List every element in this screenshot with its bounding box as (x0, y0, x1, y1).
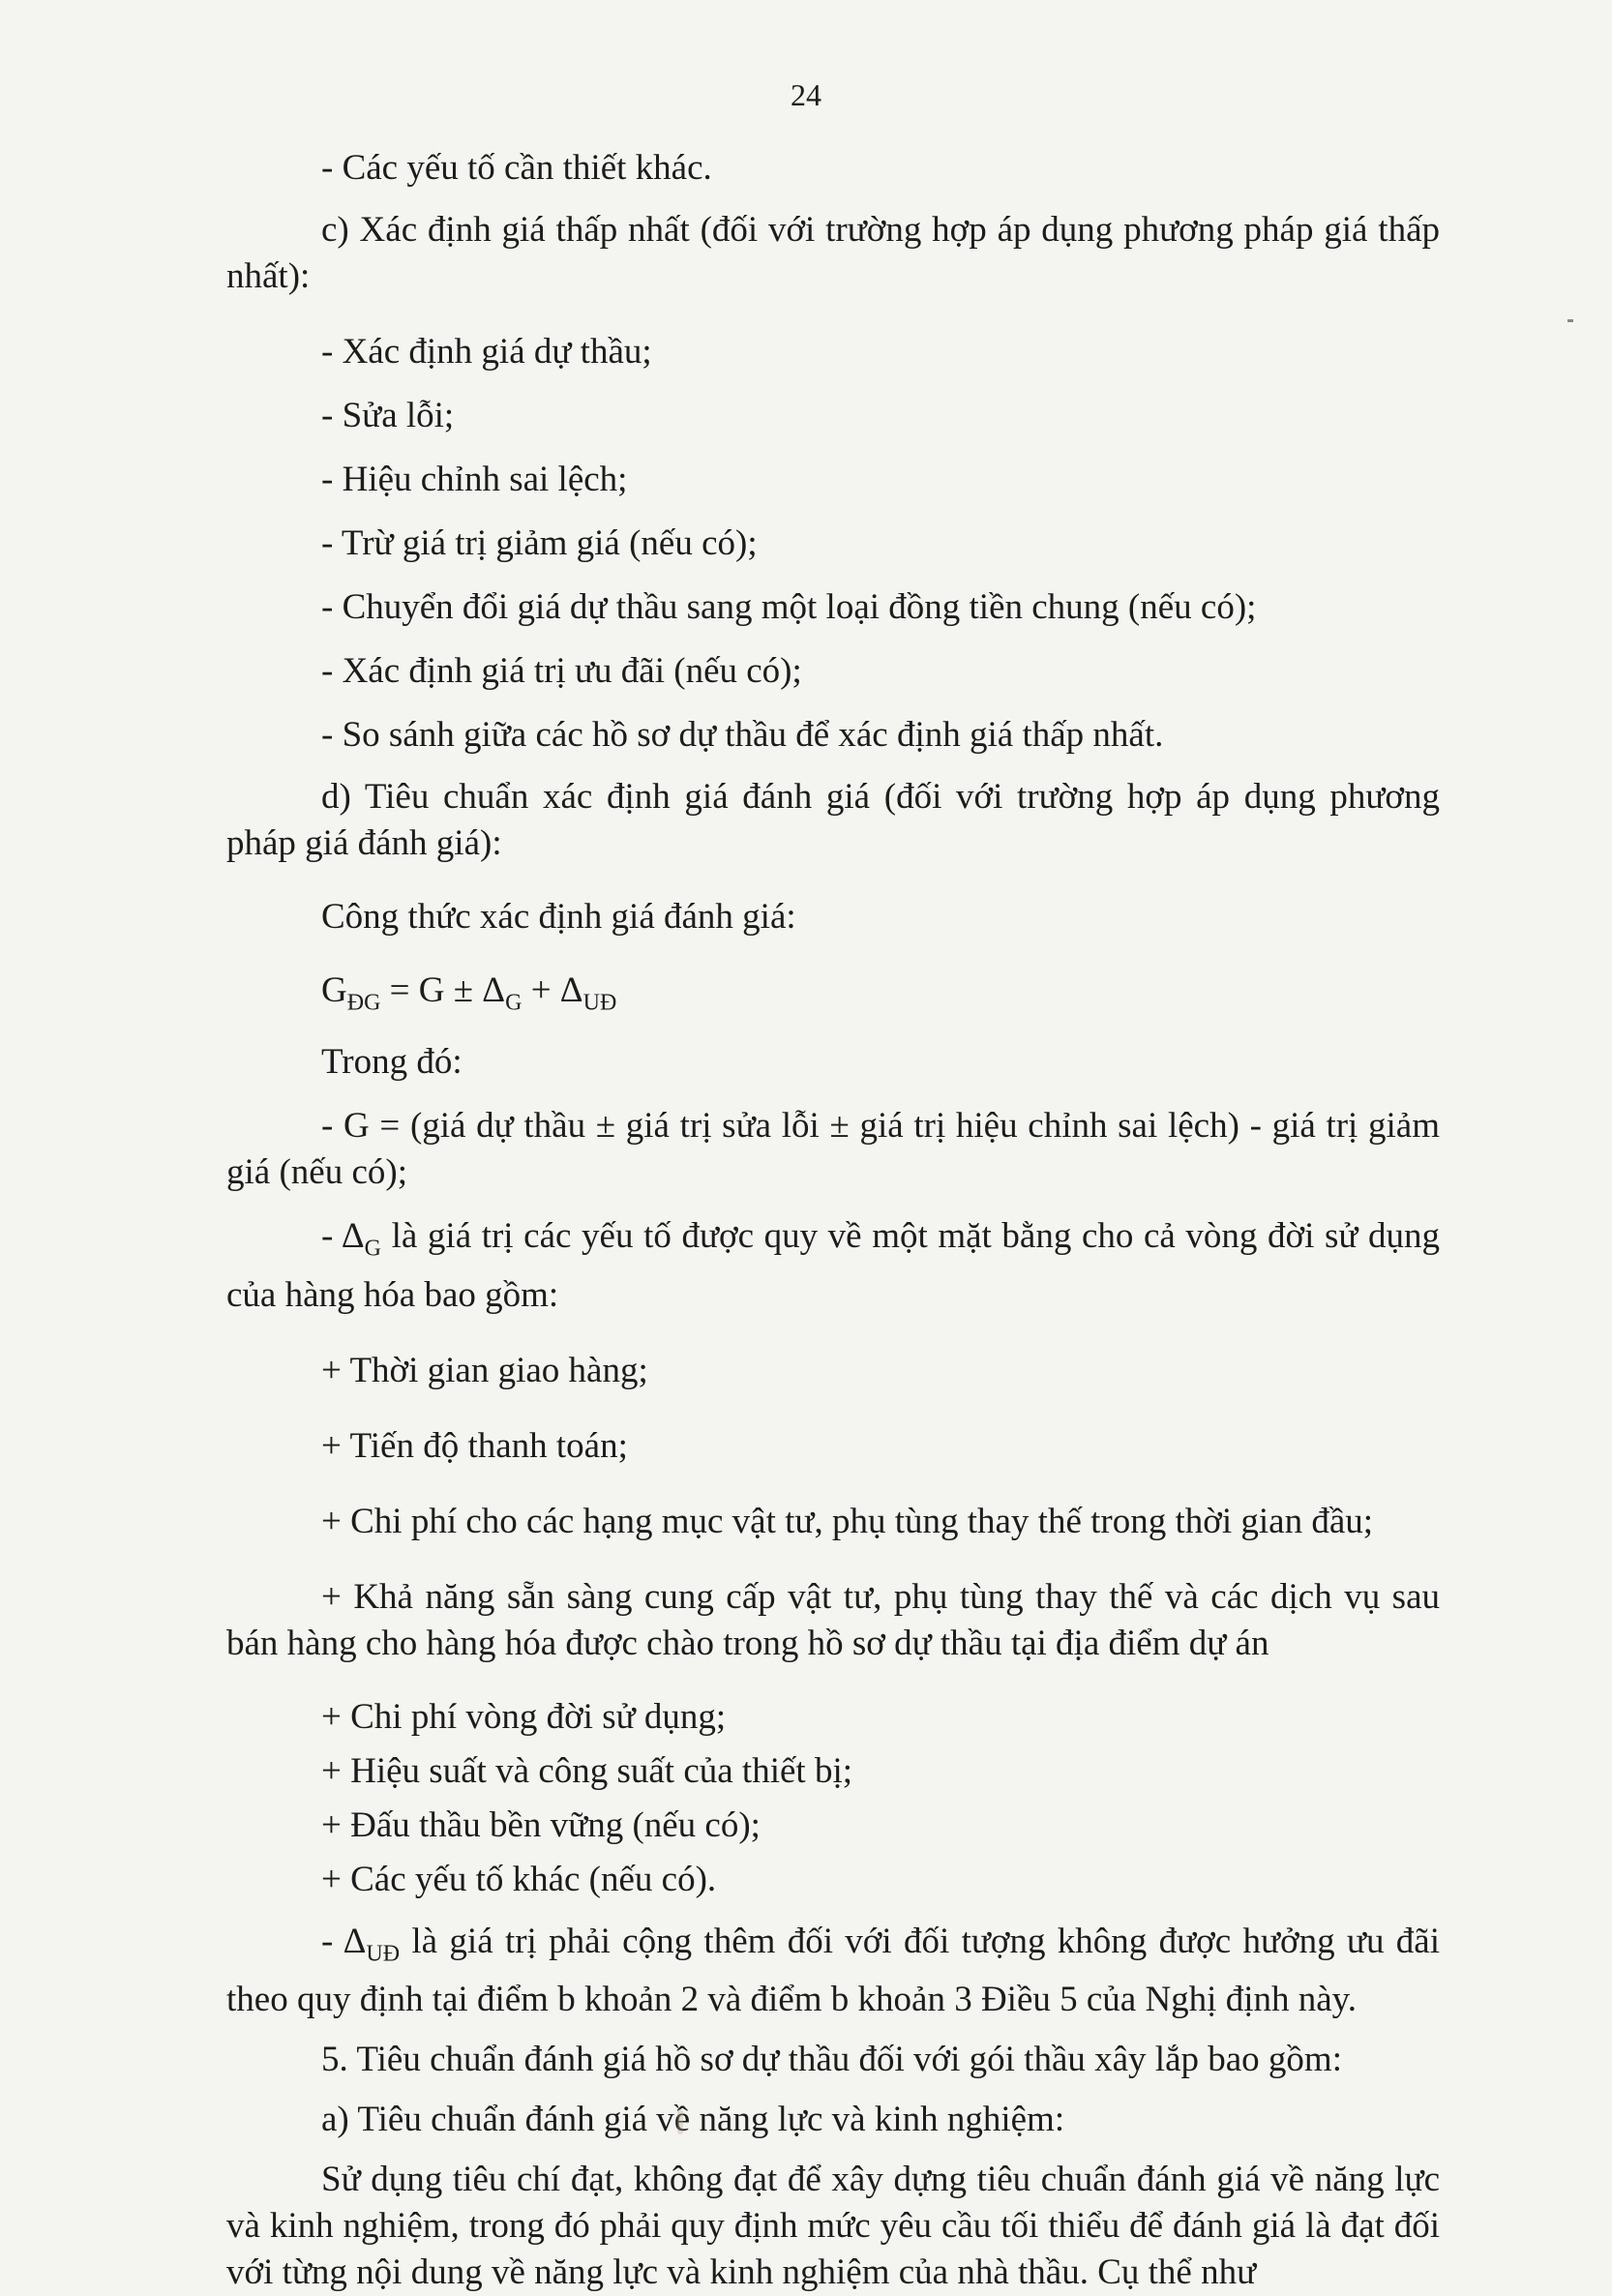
formula-part: + Δ (522, 970, 583, 1010)
plus-item: + Chi phí vòng đời sử dụng; (321, 1696, 727, 1737)
section-5a-body: Sử dụng tiêu chí đạt, không đạt để xây dựng tiêu chuẩn đánh giá về năng lực và kinh nghiệm, trong đó phải quy định mức yêu cầu tối thiểu để đánh giá là đạt đối với từng nội dung về năng lực và kinh nghiệm của nhà thầu. Cụ thể như (226, 2160, 1440, 2293)
page-number: 24 (791, 77, 821, 112)
formula-sub-ud: UĐ (582, 990, 617, 1016)
list-item: - Xác định giá trị ưu đãi (nếu có); (321, 651, 802, 691)
formula-g: G (321, 970, 347, 1010)
delta-text: là giá trị phải cộng thêm đối với đối tượng không được hưởng ưu đãi theo quy định tại điểm b khoản 2 và điểm b khoản 3 Điều 5 của Nghị định này. (226, 1921, 1440, 2020)
section-5-title: 5. Tiêu chuẩn đánh giá hồ sơ dự thầu đối với gói thầu xây lắp bao gồm: (321, 2040, 1342, 2080)
formula-intro: Công thức xác định giá đánh giá: (321, 897, 796, 937)
formula-sub-dg: ĐG (346, 990, 381, 1016)
plus-item: + Hiệu suất và công suất của thiết bị; (321, 1750, 853, 1791)
delta-sub: UĐ (366, 1941, 401, 1967)
formula (226, 968, 1440, 1026)
list-item: - Chuyển đổi giá dự thầu sang một loại đồng tiền chung (nếu có); (321, 587, 1257, 627)
paragraph: Trong đó: (321, 1042, 463, 1083)
list-item: - Trừ giá trị giảm giá (nếu có); (321, 523, 758, 563)
list-item: - Xác định giá dự thầu; (321, 332, 652, 372)
delta-symbol: - Δ (321, 1921, 367, 1961)
delta-g-paragraph (226, 1213, 1440, 1318)
scan-artifact (677, 2109, 683, 2134)
plus-item: + Tiến độ thanh toán; (321, 1425, 628, 1466)
delta-sub: G (364, 1236, 382, 1262)
heading-d: d) Tiêu chuẩn xác định giá đánh giá (đối với trường hợp áp dụng phương pháp giá đánh giá): (226, 777, 1440, 863)
list-item: - Hiệu chỉnh sai lệch; (321, 460, 628, 499)
paragraph: - Các yếu tố cần thiết khác. (321, 148, 712, 188)
paragraph: - G = (giá dự thầu ± giá trị sửa lỗi ± giá trị hiệu chỉnh sai lệch) - giá trị giảm giá (nếu có); (226, 1106, 1440, 1193)
document-body (226, 145, 1440, 2296)
list-item: - Sửa lỗi; (321, 396, 455, 435)
plus-item: + Các yếu tố khác (nếu có). (321, 1859, 717, 1899)
delta-symbol: - Δ (321, 1216, 365, 1257)
section-5a-heading: a) Tiêu chuẩn đánh giá về năng lực và kinh nghiệm: (321, 2100, 1065, 2140)
plus-item: + Đấu thầu bền vững (nếu có); (321, 1804, 761, 1845)
formula-sub-g: G (505, 990, 522, 1016)
delta-text: là giá trị các yếu tố được quy về một mặt bằng cho cả vòng đời sử dụng của hàng hóa bao gồm: (226, 1216, 1440, 1315)
delta-ud-paragraph (226, 1919, 1440, 2023)
heading-c: c) Xác định giá thấp nhất (đối với trường hợp áp dụng phương pháp giá thấp nhất): (226, 210, 1440, 296)
plus-item: + Chi phí cho các hạng mục vật tư, phụ tùng thay thế trong thời gian đầu; (321, 1501, 1374, 1541)
scan-artifact (1567, 319, 1573, 322)
formula-part: = G ± Δ (380, 970, 506, 1010)
plus-item: + Thời gian giao hàng; (321, 1350, 648, 1390)
plus-item: + Khả năng sẵn sàng cung cấp vật tư, phụ tùng thay thế và các dịch vụ sau bán hàng cho hàng hóa được chào trong hồ sơ dự thầu tại địa điểm dự án (226, 1576, 1440, 1663)
list-item: - So sánh giữa các hồ sơ dự thầu để xác định giá thấp nhất. (321, 715, 1164, 755)
